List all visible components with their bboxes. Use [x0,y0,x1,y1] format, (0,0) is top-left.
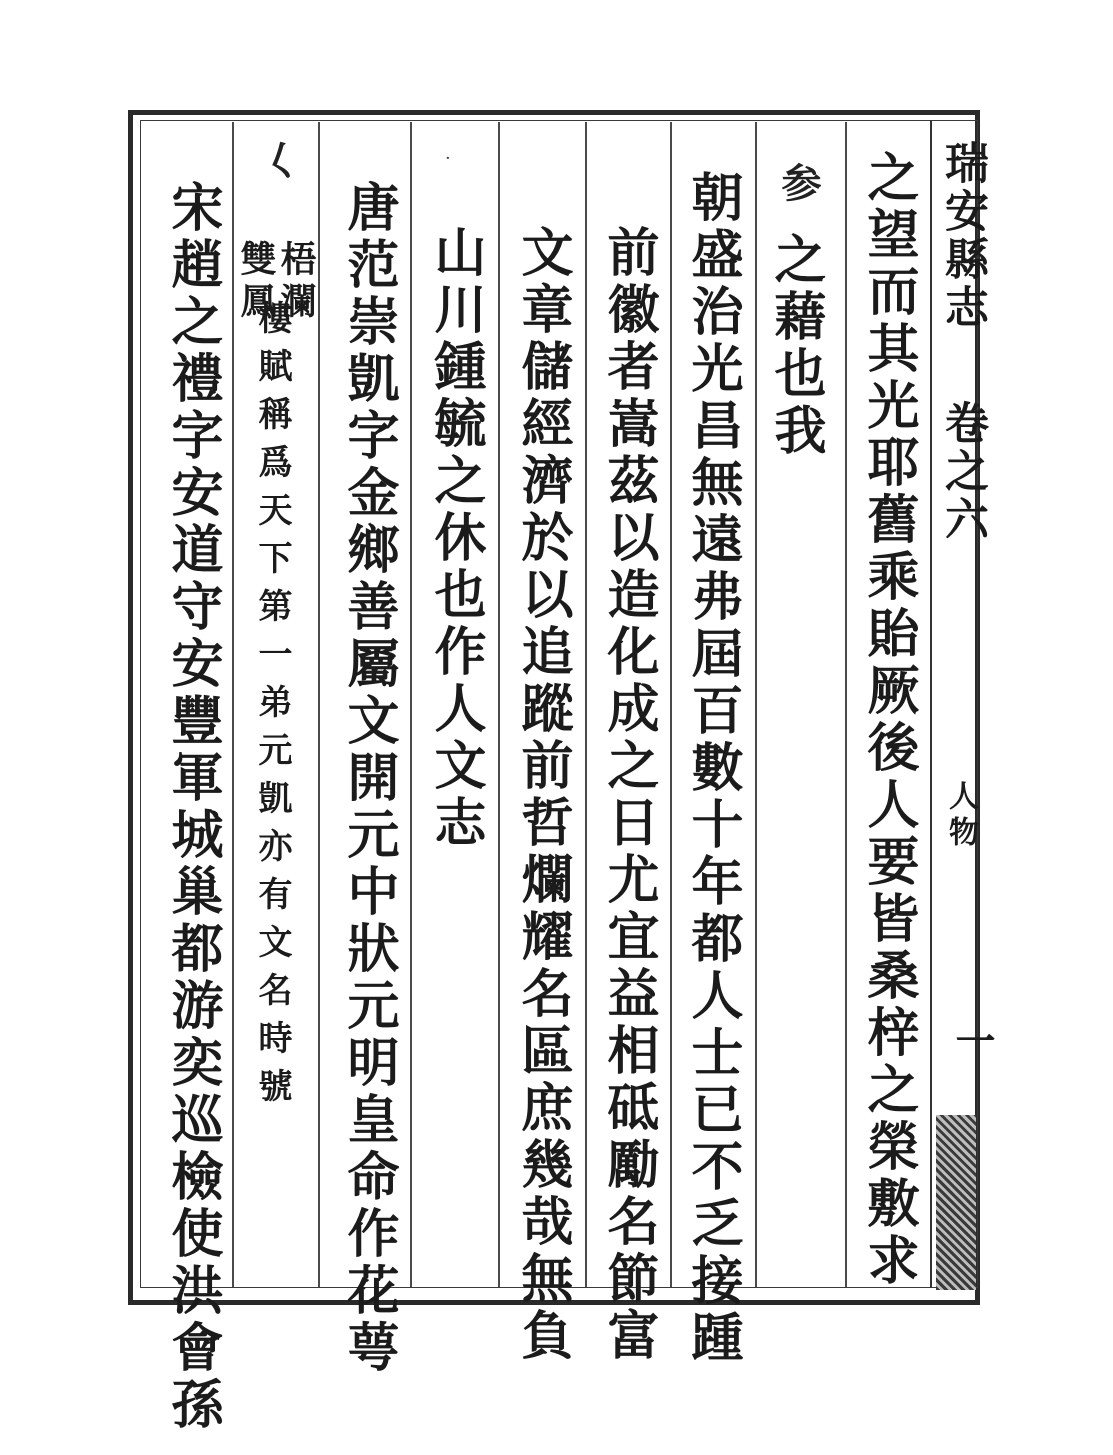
fold-margin-rule [930,120,932,1288]
ornamental-mark: 𡿨 [255,140,302,180]
column-rule [845,122,847,1287]
text-column-6: 山川鍾毓之休也作人文志 [425,225,486,852]
column-rule [410,122,412,1287]
text-column-5: 文章儲經濟於以追蹤前哲爛耀名區庶幾哉無負 [512,225,573,1365]
text-column-1: 之望而其光耶舊乘貽厥後人要皆桑梓之榮敷求 [858,150,919,1290]
sub-column-b: 雙鳳 [235,240,277,324]
column-rule [318,122,320,1287]
section-dot: · [445,148,451,169]
fish-tail-band [936,1115,976,1290]
text-column-2: 之藉也我 [765,232,826,460]
text-column-4: 前徽者嵩茲以造化成之日尤宜益相砥勵名節富 [598,225,659,1365]
text-column-9: 宋趙之禮字安道守安豐軍城巢都游奕巡檢使洪會孫 [162,180,223,1434]
column-rule [498,122,500,1287]
column-rule [755,122,757,1287]
column-rule [670,122,672,1287]
sub-column-a: 梧瀾 [275,240,317,324]
volume-label: 卷之六 [937,400,988,544]
text-column-8: 樓賦稱爲天下第一弟元凱亦有文名時號 [252,300,292,1116]
section-label: 人物 [943,780,978,852]
text-column-3: 朝盛治光昌無遠弗屆百數十年都人士已不乏接踵 [682,170,743,1367]
text-column-7: 唐范崇凱字金鄉善屬文開元中狀元明皇命作花萼 [338,180,399,1377]
book-title: 瑞安縣志 [937,140,988,332]
ornamental-mark: 参 [775,162,822,202]
column-rule [585,122,587,1287]
page-number: 一 [949,1020,996,1060]
column-rule [232,122,234,1287]
